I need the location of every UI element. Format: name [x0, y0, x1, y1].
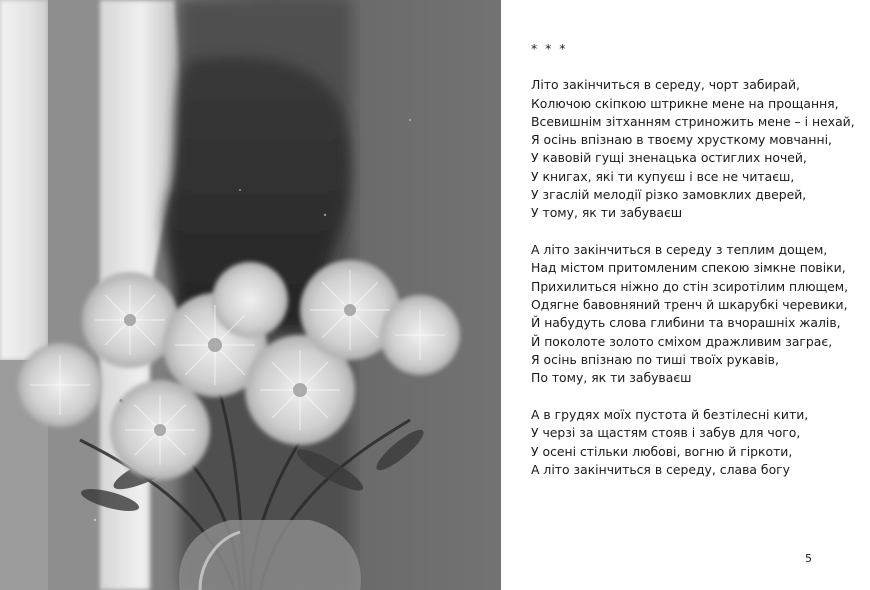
poem-line: Прихилиться ніжно до стін зсиротілим плющем, — [531, 278, 849, 294]
poem-stanza-3 — [531, 406, 862, 479]
poem — [531, 40, 862, 498]
poem-line: Над містом притомленим спекою зімкне повіки, — [531, 260, 846, 276]
poem-line: Літо закінчиться в середу, чорт забирай, — [531, 77, 800, 93]
poem-line: Одягне бавовняний тренч й шкарубкі черевики, — [531, 297, 848, 313]
poem-line: У черзі за щастям стояв і забув для чого, — [531, 425, 801, 441]
poem-stanza-2 — [531, 241, 862, 387]
poem-line: Колючою скіпкою штрикне мене на прощання, — [531, 95, 839, 111]
poem-line: У книгах, які ти купуєш і все не читаєш, — [531, 168, 795, 184]
poem-line: Всевишнім зітханням стриножить мене – і нехай, — [531, 113, 855, 129]
poem-line: А літо закінчиться в середу з теплим дощем, — [531, 242, 828, 258]
poem-stanza-1 — [531, 76, 862, 222]
text-page — [501, 0, 870, 590]
poem-line: У кавовій гущі зненацька остиглих ночей, — [531, 150, 807, 166]
poem-line: Й поколоте золото сміхом дражливим заграє, — [531, 333, 833, 349]
poem-line: Я осінь впізнаю в твоєму хрусткому мовчанні, — [531, 132, 832, 148]
poem-line: У тому, як ти забуваєш — [531, 205, 683, 221]
poem-heading-asterisks: * * * — [531, 41, 568, 56]
poem-line: По тому, як ти забуваєш — [531, 370, 692, 386]
poem-line: Й набудуть слова глибини та вчорашніх жалів, — [531, 315, 841, 331]
page-number: 5 — [805, 552, 812, 565]
poem-line: У згаслій мелодії різко замовклих дверей, — [531, 187, 807, 203]
poem-line: Я осінь впізнаю по тиші твоїх рукавів, — [531, 351, 779, 367]
poem-line: А літо закінчиться в середу, слава богу — [531, 461, 790, 477]
poem-line: А в грудях моїх пустота й безтілесні кити, — [531, 407, 809, 423]
poem-line: У осені стільки любові, вогню й гіркоти, — [531, 443, 793, 459]
